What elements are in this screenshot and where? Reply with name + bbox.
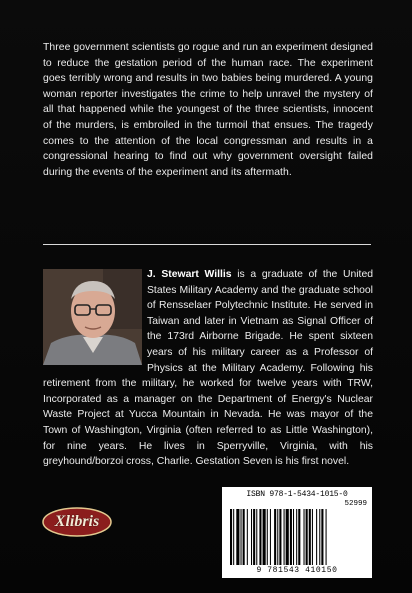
barcode-bar xyxy=(312,509,313,565)
barcode-bar xyxy=(284,509,285,565)
barcode-bar xyxy=(304,509,305,565)
barcode-bar xyxy=(263,509,266,565)
author-name: J. Stewart Willis xyxy=(147,269,232,280)
barcode-bar xyxy=(321,509,323,565)
author-bio-text: is a graduate of the United States Military Academy and the graduate school of Rensselaer Polytechnic Institute. He served in Taiwan and later in Vietnam as Signal Officer of the 173rd Airborne Brigade. He spent sixteen years of his military career as a Professor of Physics at the Military Academy. Following his retirement from the military, he worked for twelve years with TRW, Incorporated as a manager on the Department of Energy's Nuclear Waste Project at Yucca Mountain in Nevada. He was mayor of the Town of Washington, Virginia (often referred to as Little Washington), for nine years. He lives in Sperryville, Virginia, with his greyhound/borzoi cross, Charlie. Gestation Seven is his first novel. xyxy=(43,269,373,468)
barcode-bar xyxy=(290,509,292,565)
barcode-bar xyxy=(298,509,300,565)
barcode-bar xyxy=(306,509,308,565)
isbn-barcode xyxy=(222,487,372,578)
barcode-bar xyxy=(326,509,327,565)
barcode-bar xyxy=(309,509,311,565)
barcode-bar xyxy=(293,509,294,565)
barcode-bar xyxy=(296,509,297,565)
barcode-bar xyxy=(319,509,320,565)
barcode-bar xyxy=(243,509,245,565)
barcode-bar xyxy=(253,509,255,565)
publisher-logo xyxy=(42,507,112,537)
photo-spacer xyxy=(43,267,147,361)
barcode-bar xyxy=(233,509,234,565)
synopsis-text: Three government scientists go rogue and run an experiment designed to reduce the gestation period of the human race. The experiment goes terribly wrong and results in two babies being murdered. A young woman reporter investigates the crime to help unravel the mystery of all that happened while the youngest of the three scientists, innocent of the murders, is embroiled in the turmoil that ensues. The tragedy comes to the attention of the local congressman and results in a congressional hearing to find out why government oversight failed during the events of the experiment and its aftermath. xyxy=(43,42,373,178)
author-bio xyxy=(43,267,373,470)
barcode-bar xyxy=(256,509,257,565)
barcode-bar xyxy=(274,509,276,565)
barcode-bar xyxy=(247,509,248,565)
barcode-bar xyxy=(251,509,252,565)
barcode-bars xyxy=(229,509,365,565)
barcode-bar xyxy=(316,509,317,565)
barcode-bar xyxy=(279,509,281,565)
barcode-bar xyxy=(241,509,242,565)
barcode-digits: 9 781543 410150 xyxy=(256,566,338,575)
isbn-text: ISBN 978-1-5434-1015-0 xyxy=(246,490,348,499)
barcode-bar xyxy=(270,509,271,565)
price-code: 52999 xyxy=(344,500,367,508)
barcode-bar xyxy=(277,509,278,565)
barcode-bar xyxy=(230,509,232,565)
barcode-bar xyxy=(286,509,289,565)
barcode-bar xyxy=(259,509,261,565)
barcode-bar xyxy=(236,509,239,565)
divider-line xyxy=(43,244,371,245)
publisher-logo-text: Xlibris xyxy=(54,513,100,530)
barcode-bar xyxy=(267,509,268,565)
